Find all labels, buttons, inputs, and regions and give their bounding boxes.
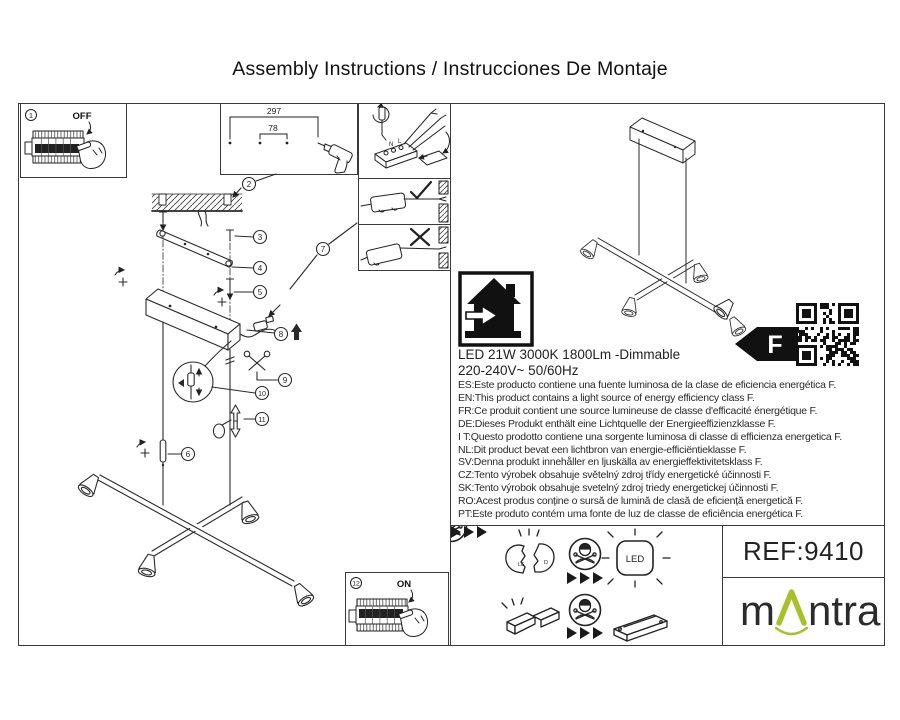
on-label: ON — [396, 579, 412, 590]
mounting-bracket — [157, 230, 233, 267]
lift-up-arrow — [291, 324, 302, 341]
new-driver-icon — [614, 615, 667, 641]
dimension-outer: 297 — [266, 106, 282, 116]
flip-up-arrow — [409, 590, 413, 602]
lang-sk: SK:Tento výrobok obsahuje svetelný zdroj triedy energetickej účinnosti F. — [458, 482, 779, 495]
lang-it: I T:Questo prodotto contiene una sorgente luminosa di classe di efficienza energetica F. — [458, 430, 842, 443]
broken-driver-icon — [502, 598, 559, 634]
turn-screw-icon — [214, 290, 226, 306]
breaker-on-drawing — [346, 573, 448, 645]
brand-smile-arc — [776, 628, 807, 634]
broken-led-right-label: D — [544, 560, 548, 566]
lang-ro: RO:Acest produs conține o sursă de lumină de clasă de eficiență energetică F. — [458, 495, 803, 508]
energy-class-letter: F — [767, 331, 783, 359]
step-number: 4 — [257, 264, 263, 273]
spec-model: LED 21W 3000K 1800Lm -Dimmable — [458, 347, 681, 362]
step-number: 2 — [246, 180, 252, 189]
product-specs — [458, 347, 888, 521]
lang-en: EN:This product contains a light source of energy efficiency class F. — [458, 391, 755, 404]
brand-caret-icon — [779, 592, 804, 623]
brand-logo — [722, 577, 885, 646]
lang-es: ES:Este producto contiene una fuente luminosa de la clase de eficiencia energética F. — [458, 379, 837, 391]
cable-gripper — [160, 440, 166, 462]
assembly-diagram — [18, 103, 450, 646]
turn-screw-icon — [115, 270, 127, 286]
panel-step12-breaker-on — [345, 572, 449, 646]
lang-cz: CZ:Tento výrobek obsahuje světelný zdroj třídy energetické účinnosti F. — [458, 469, 772, 482]
page-title: Assembly Instructions / Instrucciones De Montaje — [232, 58, 668, 80]
brand-text-left: m — [740, 587, 775, 634]
spotlight-cone — [290, 581, 316, 608]
indoor-use-icon — [458, 271, 534, 347]
broken-led-icon — [506, 529, 554, 573]
step-number: 1 — [28, 111, 34, 120]
reference-number: REF:9410 — [742, 536, 865, 566]
step-number: 11 — [258, 417, 266, 424]
turn-screw-icon — [137, 442, 149, 457]
live-label: L — [398, 139, 402, 145]
pointing-hand-icon — [399, 609, 428, 637]
canopy-box — [630, 118, 695, 163]
power-cord-plug — [240, 305, 280, 337]
screw-icon — [160, 212, 167, 230]
screw-icon — [227, 279, 234, 299]
spotlight-cone — [137, 553, 159, 578]
mains-wires — [198, 211, 208, 226]
lang-de: DE:Dieses Produkt enthält eine Lichtquelle der Energieeffizienzklasse F. — [458, 417, 776, 430]
step-number: 10 — [258, 391, 266, 398]
arrows-icon — [451, 526, 487, 538]
step-number: 3 — [257, 233, 263, 242]
canopy-box — [146, 289, 240, 350]
service-icons — [451, 526, 722, 645]
lang-sv: SV:Denna produkt innehåller en ljuskälla av energieffektivitetsklass F. — [458, 456, 763, 469]
neutral-label: N — [389, 142, 394, 148]
screw-icon — [227, 230, 234, 241]
height-adjust — [214, 405, 241, 438]
spotlight-doodle-icon — [712, 296, 737, 321]
detail-circle — [173, 341, 231, 402]
lang-pt: PT:Este produto contém uma fonte de luz de classe de eficiência energética F. — [458, 508, 803, 521]
step-number: 12 — [352, 580, 360, 588]
broken-led-left-label: LE — [518, 562, 525, 568]
step-number: 9 — [282, 376, 288, 385]
lang-nl: NL:Dit product bevat een lichtbron van energie-efficiëntieklasse F. — [458, 443, 747, 456]
spotlight-cone — [237, 499, 260, 525]
dimension-inner: 78 — [268, 123, 278, 133]
lamp-bars — [98, 475, 294, 586]
step-number: 5 — [257, 288, 263, 297]
spotlight-cone — [621, 296, 639, 317]
off-label: OFF — [72, 111, 92, 122]
scissors-icon — [244, 351, 270, 370]
new-led-icon — [602, 529, 670, 587]
lamp-bars — [596, 238, 729, 319]
led-label: LED — [625, 554, 645, 565]
step-number: 8 — [278, 330, 284, 339]
step-number: 7 — [320, 245, 326, 254]
step-number: 6 — [185, 450, 191, 459]
lang-fr: FR:Ce produit contient une source lumineuse de classe d'efficacité énergétique F. — [458, 404, 818, 417]
spotlight-cone — [690, 262, 709, 284]
spec-power: 220-240V~ 50/60Hz — [458, 363, 579, 378]
ceiling-drawing — [152, 194, 242, 226]
brand-text-right: ntra — [808, 587, 881, 634]
